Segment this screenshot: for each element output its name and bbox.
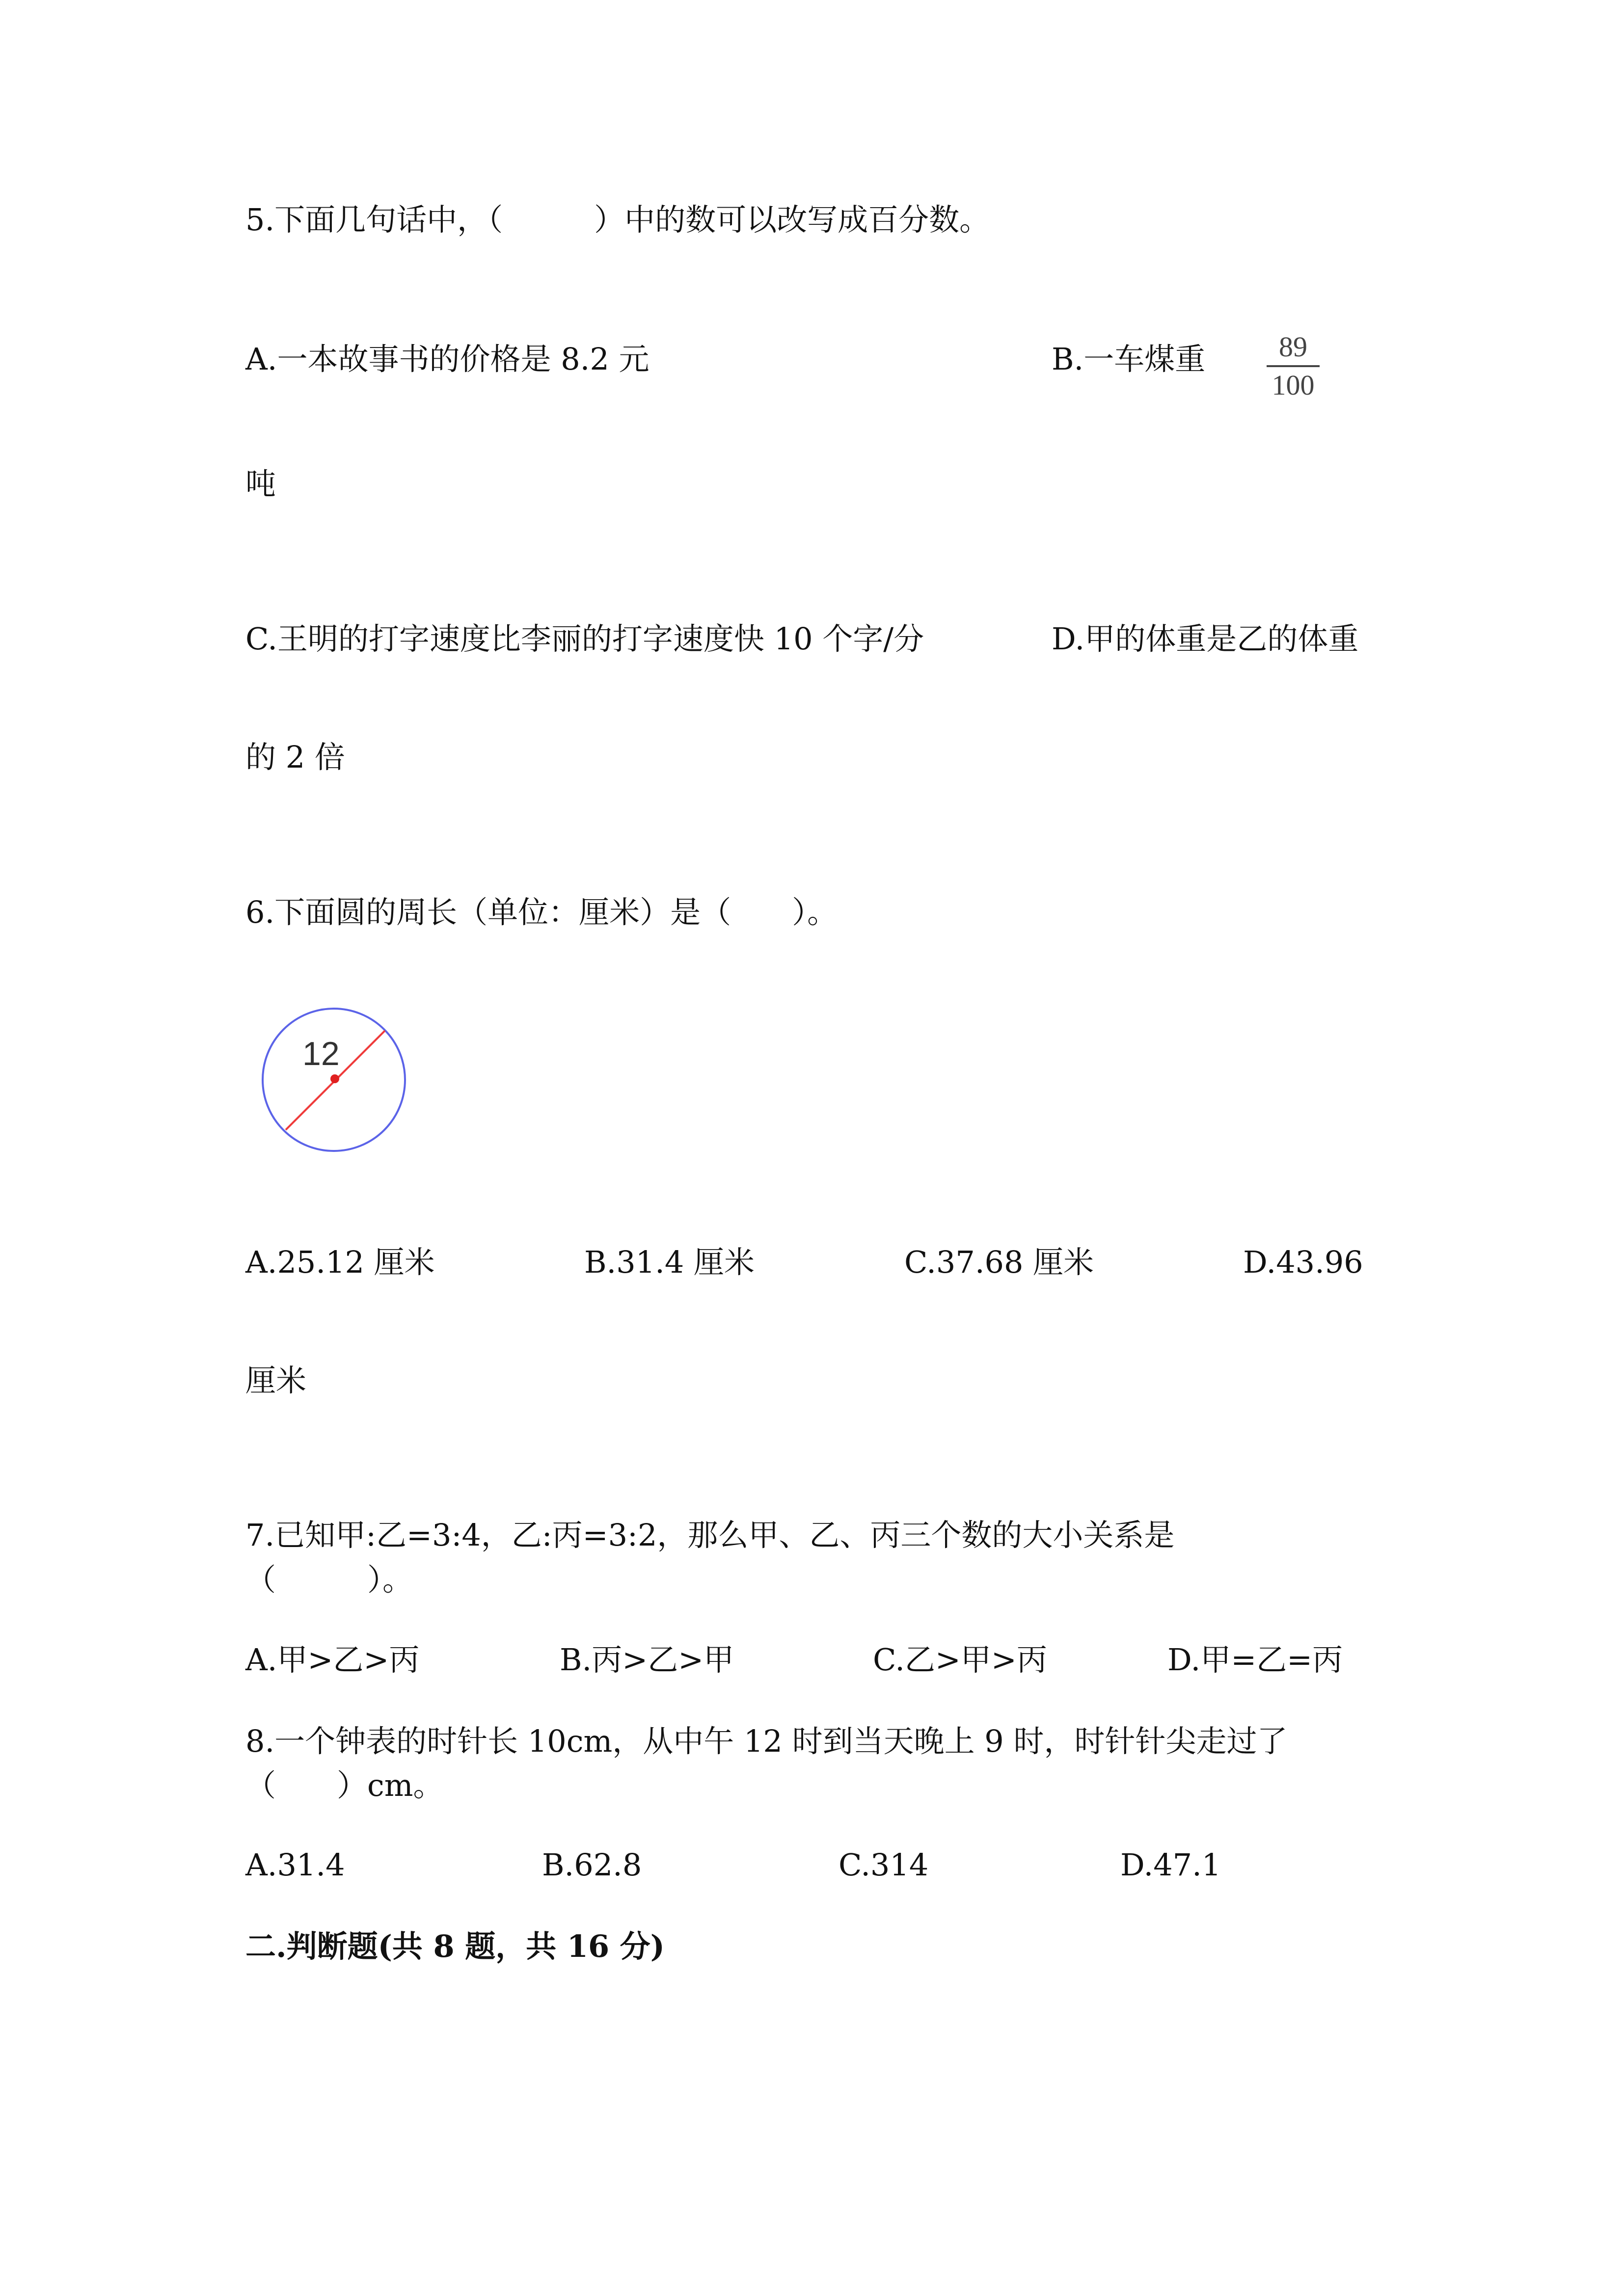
q7-option-b: B.丙>乙>甲: [560, 1642, 734, 1678]
q7-option-d: D.甲=乙=丙: [1167, 1642, 1343, 1678]
q7-stem-line1: 7.已知甲:乙=3:4，乙:丙=3:2，那么甲、乙、丙三个数的大小关系是: [245, 1517, 1175, 1553]
q5-option-a: A.一本故事书的价格是 8.2 元: [245, 341, 650, 377]
q6-option-a: A.25.12 厘米: [245, 1244, 435, 1280]
q8-option-b: B.62.8: [542, 1847, 642, 1883]
q5-option-b-wrap: 吨: [245, 466, 276, 502]
q5-option-b: B.一车煤重: [1052, 341, 1206, 377]
q6-option-b: B.31.4 厘米: [584, 1244, 755, 1280]
q8-option-c: C.314: [839, 1847, 929, 1883]
q6-stem: 6.下面圆的周长（单位：厘米）是（ ）。: [245, 894, 838, 930]
q5-option-d-wrap: 的 2 倍: [245, 739, 345, 775]
q6-option-d-wrap: 厘米: [245, 1362, 307, 1398]
q6-option-d: D.43.96: [1243, 1244, 1363, 1280]
fraction-bar: [1267, 365, 1320, 367]
q5-option-d: D.甲的体重是乙的体重: [1052, 621, 1359, 657]
q7-option-c: C.乙>甲>丙: [873, 1642, 1047, 1678]
center-point: [330, 1074, 339, 1083]
q8-option-a: A.31.4: [245, 1847, 345, 1883]
circle-figure: [255, 1001, 412, 1158]
q7-option-a: A.甲>乙>丙: [245, 1642, 420, 1678]
fraction-denominator: 100: [1272, 369, 1315, 401]
q7-stem-line2: （ ）。: [245, 1562, 413, 1598]
q8-option-d: D.47.1: [1120, 1847, 1221, 1883]
q6-option-c: C.37.68 厘米: [904, 1244, 1094, 1280]
q5-stem: 5.下面几句话中，（ ）中的数可以改写成百分数。: [245, 202, 990, 238]
section-heading: 二.判断题(共 8 题，共 16 分): [245, 1928, 665, 1964]
q5-option-c: C.王明的打字速度比李丽的打字速度快 10 个字/分: [245, 621, 924, 657]
q5-option-b-fraction: [1267, 330, 1320, 402]
fraction-numerator: 89: [1279, 331, 1307, 363]
diameter-label: 12: [302, 1035, 340, 1072]
q8-stem-line2: （ ）cm。: [245, 1767, 444, 1803]
q8-stem-line1: 8.一个钟表的时针长 10cm，从中午 12 时到当天晚上 9 时，时针针尖走过了: [245, 1723, 1288, 1759]
